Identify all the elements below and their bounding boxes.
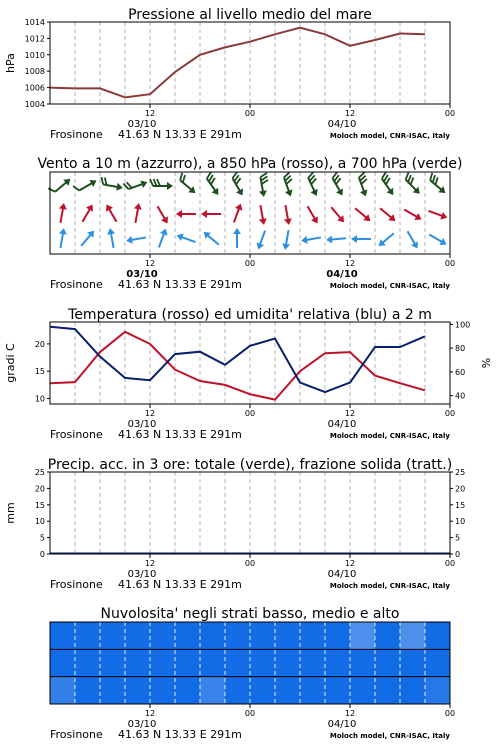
wind-arrow-barb	[73, 184, 79, 192]
precipitation-y2-tick-label: 25	[455, 468, 466, 477]
wind-arrow-700hPa	[99, 177, 124, 192]
clouds-coords: 41.63 N 13.33 E 291m	[118, 728, 242, 741]
wind-arrow-850hPa	[176, 210, 196, 218]
temperature-x-tick-label: 12	[344, 409, 356, 418]
wind-arrow-10m	[56, 227, 67, 248]
wind-arrow-head	[360, 189, 370, 197]
cloud-cell-alto	[425, 622, 451, 649]
wind-arrow-700hPa	[123, 176, 148, 194]
wind-x-tick-label: 00	[244, 259, 256, 268]
wind-arrow-700hPa	[228, 172, 249, 197]
wind-arrow-barb	[100, 177, 104, 184]
temperature-y2-tick-label: 60	[455, 367, 466, 377]
wind-arrow-head	[414, 213, 423, 223]
cloud-cell-medio	[325, 649, 351, 676]
wind-arrow-850hPa	[256, 204, 267, 225]
wind-arrow-10m	[376, 230, 396, 249]
clouds-x-tick-label: 12	[144, 709, 156, 718]
precipitation-y2-tick-label: 10	[455, 517, 466, 527]
pressure-y-tick-label: 1012	[24, 34, 45, 44]
clouds-x-tick-label: 00	[444, 709, 456, 718]
precipitation-coords: 41.63 N 13.33 E 291m	[118, 578, 242, 591]
pressure-x-tick-label: 12	[344, 109, 356, 118]
wind-arrow-head	[233, 228, 241, 234]
precipitation-x-tick-label: 12	[144, 559, 156, 568]
cloud-cell-basso	[250, 677, 276, 704]
precipitation-y2-tick-label: 20	[455, 484, 466, 494]
temperature-title: Temperatura (rosso) ed umidita' relativa (blu) a 2 m	[68, 307, 432, 323]
clouds-title: Nuvolosita' negli strati basso, medio e alto	[100, 606, 400, 622]
wind-arrow-700hPa	[73, 174, 98, 195]
cloud-cell-alto	[375, 622, 401, 649]
wind-arrow-850hPa	[378, 205, 398, 224]
temperature-date-label: 04/10	[327, 419, 357, 430]
pressure-y-tick-label: 1014	[24, 18, 45, 27]
wind-arrow-10m	[78, 228, 97, 248]
wind-arrow-700hPa	[303, 172, 323, 197]
wind-arrow-850hPa	[402, 206, 423, 223]
precipitation-y-tick-label: 15	[34, 500, 45, 510]
precipitation-date-label: 03/10	[127, 569, 157, 580]
cloud-cell-alto	[325, 622, 351, 649]
wind-arrow-10m	[125, 233, 146, 244]
cloud-cell-basso	[125, 677, 151, 704]
cloud-cell-basso	[150, 677, 176, 704]
wind-x-tick-label: 12	[344, 259, 356, 268]
wind-arrow-head	[235, 202, 245, 210]
wind-arrow-700hPa	[175, 173, 200, 196]
cloud-cell-basso	[75, 677, 101, 704]
cloud-cell-basso	[225, 677, 251, 704]
wind-arrow-head	[440, 212, 448, 222]
wind-arrow-700hPa	[377, 172, 399, 197]
wind-arrow-850hPa	[103, 202, 120, 223]
pressure-y-tick-label: 1010	[24, 50, 45, 60]
wind-arrow-head	[326, 235, 333, 243]
cloud-cell-alto	[400, 622, 426, 649]
humidity-line	[50, 327, 425, 392]
wind-arrow-head	[336, 188, 346, 197]
precipitation-panel	[4, 457, 465, 591]
cloud-cell-basso	[350, 677, 376, 704]
wind-x-tick-label: 00	[444, 259, 456, 268]
cloud-cell-medio	[100, 649, 126, 676]
pressure-x-tick-label: 00	[444, 109, 456, 118]
cloud-cell-medio	[75, 649, 101, 676]
wind-arrow-head	[161, 216, 171, 225]
wind-arrow-700hPa	[425, 173, 450, 196]
wind-arrow-head	[236, 188, 246, 197]
clouds-x-tick-label: 12	[344, 709, 356, 718]
wind-arrow-700hPa	[328, 172, 349, 197]
cloud-cell-medio	[225, 649, 251, 676]
wind-arrow-850hPa	[56, 202, 67, 223]
cloud-cell-basso	[300, 677, 326, 704]
wind-arrow-10m	[201, 229, 221, 248]
temperature-y2-label: %	[480, 357, 493, 369]
precipitation-date-label: 04/10	[327, 569, 357, 580]
clouds-station: Frosinone	[50, 728, 103, 741]
precipitation-y-tick-label: 10	[34, 517, 45, 527]
precipitation-station: Frosinone	[50, 578, 103, 591]
wind-station: Frosinone	[50, 278, 103, 291]
cloud-cell-medio	[300, 649, 326, 676]
wind-arrow-head	[176, 210, 182, 218]
precipitation-y2-tick-label: 15	[455, 500, 466, 510]
temperature-x-tick-label: 12	[144, 409, 156, 418]
wind-arrow-head	[116, 183, 123, 192]
wind-arrow-head	[254, 242, 264, 250]
wind-arrow-head	[106, 227, 115, 234]
wind-date-label: 04/10	[326, 269, 358, 280]
wind-arrow-10m	[281, 229, 292, 250]
precipitation-plot-border	[50, 472, 450, 554]
wind-arrow-head	[284, 218, 293, 225]
clouds-panel	[50, 606, 455, 741]
pressure-credit: Moloch model, CNR-ISAC, Italy	[329, 132, 450, 140]
pressure-x-tick-label: 00	[244, 109, 256, 118]
precipitation-x-tick-label: 12	[344, 559, 356, 568]
wind-arrow-10m	[404, 229, 421, 250]
wind-arrow-head	[103, 202, 113, 211]
pressure-station: Frosinone	[50, 128, 103, 141]
wind-arrow-850hPa	[154, 204, 171, 225]
cloud-cell-alto	[50, 622, 76, 649]
wind-panel	[37, 156, 462, 291]
precipitation-y-tick-label: 25	[34, 468, 45, 477]
clouds-credit: Moloch model, CNR-ISAC, Italy	[329, 732, 450, 740]
cloud-cell-alto	[125, 622, 151, 649]
wind-arrow-850hPa	[353, 205, 373, 224]
cloud-cell-alto	[350, 622, 376, 649]
cloud-cell-alto	[150, 622, 176, 649]
wind-arrow-head	[59, 227, 68, 234]
wind-arrow-head	[86, 202, 96, 211]
temperature-coords: 41.63 N 13.33 E 291m	[118, 428, 242, 441]
temperature-date-label: 03/10	[127, 419, 157, 430]
precipitation-y-tick-label: 20	[34, 484, 45, 494]
cloud-cell-alto	[300, 622, 326, 649]
wind-arrow-700hPa	[401, 173, 425, 197]
temperature-y-tick-label: 15	[34, 367, 45, 377]
wind-arrow-head	[351, 235, 357, 243]
temperature-y2-tick-label: 40	[455, 391, 466, 401]
cloud-cell-alto	[100, 622, 126, 649]
temperature-x-tick-label: 00	[244, 409, 256, 418]
wind-arrow-head	[281, 243, 290, 250]
cloud-cell-alto	[250, 622, 276, 649]
temperature-y-tick-label: 20	[34, 339, 45, 349]
precipitation-x-tick-label: 00	[244, 559, 256, 568]
precipitation-y2-tick-label: 5	[455, 533, 461, 543]
pressure-y-label: hPa	[4, 53, 17, 73]
wind-arrow-10m	[326, 234, 347, 244]
wind-arrow-10m	[155, 227, 169, 249]
cloud-cell-medio	[400, 649, 426, 676]
wind-arrow-700hPa	[150, 179, 173, 190]
cloud-cell-alto	[275, 622, 301, 649]
wind-arrow-10m	[351, 235, 371, 243]
clouds-x-tick-label: 00	[244, 709, 256, 718]
pressure-x-tick-label: 12	[144, 109, 156, 118]
cloud-cell-basso	[375, 677, 401, 704]
precipitation-y-tick-label: 0	[39, 550, 45, 559]
wind-coords: 41.63 N 13.33 E 291m	[118, 278, 242, 291]
wind-title: Vento a 10 m (azzurro), a 850 hPa (rosso), a 700 hPa (verde)	[37, 156, 463, 172]
pressure-title: Pressione al livello medio del mare	[128, 7, 372, 23]
wind-arrow-700hPa	[202, 172, 224, 197]
cloud-cell-alto	[225, 622, 251, 649]
temperature-plot-border	[50, 322, 450, 404]
wind-arrow-850hPa	[230, 202, 244, 224]
wind-arrow-700hPa	[256, 173, 271, 198]
cloud-cell-basso	[200, 677, 226, 704]
clouds-date-label: 03/10	[127, 719, 157, 730]
wind-arrow-10m	[300, 233, 321, 244]
temperature-station: Frosinone	[50, 428, 103, 441]
wind-arrow-head	[175, 231, 183, 241]
wind-arrow-head	[201, 210, 207, 218]
cloud-cell-medio	[350, 649, 376, 676]
temperature-panel	[4, 307, 493, 441]
precipitation-y2-tick-label: 0	[455, 550, 461, 559]
wind-arrow-head	[140, 178, 148, 188]
precipitation-y-tick-label: 5	[39, 533, 45, 543]
wind-arrow-head	[259, 218, 268, 225]
temperature-y2-tick-label: 100	[455, 320, 471, 330]
wind-arrow-850hPa	[328, 205, 347, 225]
cloud-cell-medio	[200, 649, 226, 676]
temperature-x-tick-label: 00	[444, 409, 456, 418]
temperature-credit: Moloch model, CNR-ISAC, Italy	[329, 432, 450, 440]
pressure-date-label: 04/10	[327, 119, 357, 130]
clouds-date-label: 04/10	[327, 719, 357, 730]
wind-arrow-barb	[48, 186, 55, 193]
cloud-cell-basso	[400, 677, 426, 704]
wind-arrow-850hPa	[79, 202, 96, 223]
pressure-date-label: 03/10	[127, 119, 157, 130]
precipitation-y-label: mm	[4, 502, 17, 524]
pressure-line	[50, 28, 425, 98]
temperature-y-tick-label: 10	[34, 394, 45, 404]
wind-arrow-head	[439, 238, 448, 248]
cloud-cell-basso	[275, 677, 301, 704]
wind-arrow-head	[310, 189, 320, 198]
cloud-cell-basso	[175, 677, 201, 704]
wind-arrow-850hPa	[427, 207, 449, 221]
precipitation-title: Precip. acc. in 3 ore: totale (verde), frazione solida (tratt.)	[47, 457, 453, 473]
wind-date-label: 03/10	[126, 269, 158, 280]
wind-arrow-barb	[154, 179, 157, 186]
wind-arrow-head	[167, 182, 173, 190]
wind-arrow-850hPa	[201, 210, 221, 218]
cloud-cell-medio	[250, 649, 276, 676]
wind-arrow-700hPa	[279, 172, 297, 197]
wind-arrow-head	[134, 202, 143, 209]
wind-arrow-700hPa	[354, 172, 372, 197]
cloud-cell-medio	[125, 649, 151, 676]
temperature-y-label: gradi C	[4, 343, 17, 383]
wind-arrow-850hPa	[281, 204, 292, 225]
cloud-cell-medio	[175, 649, 201, 676]
cloud-cell-medio	[275, 649, 301, 676]
cloud-cell-medio	[425, 649, 451, 676]
temperature-y2-tick-label: 80	[455, 344, 466, 354]
wind-arrow-10m	[233, 228, 241, 248]
pressure-y-tick-label: 1004	[24, 100, 45, 109]
cloud-cell-basso	[325, 677, 351, 704]
wind-arrow-10m	[175, 231, 197, 245]
wind-arrow-head	[125, 236, 132, 245]
wind-arrow-head	[311, 216, 321, 225]
wind-arrow-700hPa	[48, 174, 73, 197]
wind-arrow-10m	[427, 231, 448, 248]
wind-arrow-head	[411, 241, 421, 250]
temperature-line	[50, 332, 425, 400]
pressure-panel	[4, 7, 455, 141]
wind-arrow-head	[300, 236, 307, 245]
cloud-cell-alto	[200, 622, 226, 649]
wind-arrow-10m	[254, 229, 268, 251]
pressure-coords: 41.63 N 13.33 E 291m	[118, 128, 242, 141]
cloud-cell-alto	[175, 622, 201, 649]
cloud-cell-medio	[150, 649, 176, 676]
pressure-y-tick-label: 1008	[24, 67, 45, 77]
wind-arrow-850hPa	[131, 202, 142, 223]
wind-arrow-head	[59, 202, 68, 209]
cloud-cell-basso	[100, 677, 126, 704]
cloud-cell-alto	[75, 622, 101, 649]
cloud-cell-medio	[375, 649, 401, 676]
wind-arrow-10m	[106, 227, 117, 248]
pressure-y-tick-label: 1006	[24, 83, 45, 93]
wind-arrow-barb	[157, 179, 160, 186]
cloud-cell-basso	[50, 677, 76, 704]
wind-x-tick-label: 12	[144, 259, 156, 268]
precipitation-credit: Moloch model, CNR-ISAC, Italy	[329, 582, 450, 590]
wind-arrow-head	[160, 227, 170, 235]
wind-arrow-head	[285, 189, 295, 197]
wind-arrow-850hPa	[304, 204, 321, 225]
precipitation-x-tick-label: 00	[444, 559, 456, 568]
cloud-cell-basso	[425, 677, 451, 704]
wind-arrow-head	[89, 177, 98, 187]
wind-credit: Moloch model, CNR-ISAC, Italy	[329, 282, 450, 290]
cloud-cell-medio	[50, 649, 76, 676]
wind-arrow-head	[259, 190, 268, 197]
wind-plot-border	[50, 172, 450, 254]
